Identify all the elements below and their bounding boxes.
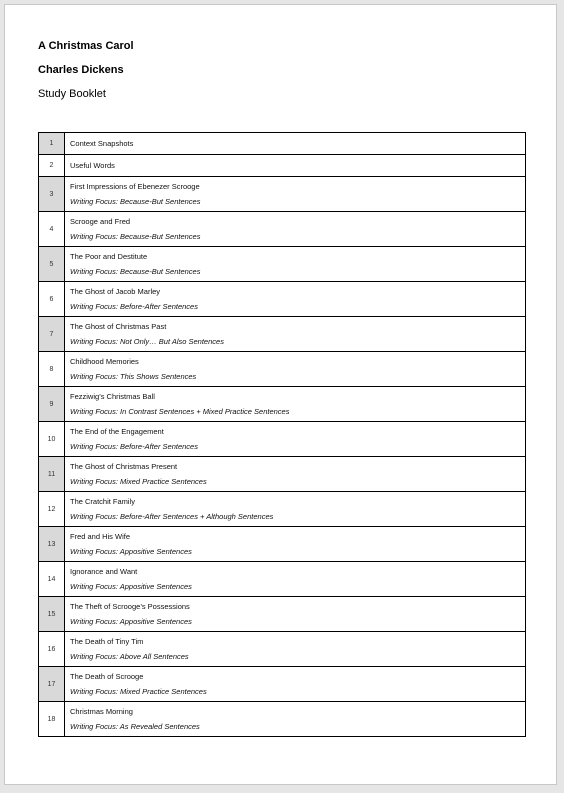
table-row (39, 457, 526, 492)
row-writing-focus: Writing Focus: Appositive Sentences (70, 582, 192, 591)
row-number: 10 (39, 422, 65, 457)
row-number: 18 (39, 702, 65, 737)
row-content (65, 133, 526, 155)
table-row (39, 562, 526, 597)
row-title: The Ghost of Christmas Present (70, 462, 178, 471)
table-row (39, 492, 526, 527)
table-row (39, 597, 526, 632)
row-number: 2 (39, 155, 65, 177)
row-title: Useful Words (70, 161, 115, 170)
row-number: 8 (39, 352, 65, 387)
row-content (65, 177, 526, 212)
row-content (65, 247, 526, 282)
row-title: Childhood Memories (70, 357, 139, 366)
contents-table (38, 132, 526, 737)
row-writing-focus: Writing Focus: Because-But Sentences (70, 232, 201, 241)
row-number: 13 (39, 527, 65, 562)
row-title: Fred and His Wife (70, 532, 131, 541)
row-title: The End of the Engagement (70, 427, 164, 436)
row-content (65, 632, 526, 667)
row-title: The Ghost of Christmas Past (70, 322, 167, 331)
table-row (39, 422, 526, 457)
row-number: 12 (39, 492, 65, 527)
row-writing-focus: Writing Focus: Appositive Sentences (70, 547, 192, 556)
row-content (65, 457, 526, 492)
row-number: 15 (39, 597, 65, 632)
row-number: 9 (39, 387, 65, 422)
row-content (65, 492, 526, 527)
row-number: 3 (39, 177, 65, 212)
table-row (39, 155, 526, 177)
row-content (65, 387, 526, 422)
row-writing-focus: Writing Focus: As Revealed Sentences (70, 722, 200, 731)
row-number: 17 (39, 667, 65, 702)
row-title: The Death of Scrooge (70, 672, 144, 681)
document-title: A Christmas Carol (38, 40, 134, 52)
row-content (65, 282, 526, 317)
table-row (39, 317, 526, 352)
row-title: First Impressions of Ebenezer Scrooge (70, 182, 200, 191)
row-number: 6 (39, 282, 65, 317)
row-title: The Poor and Destitute (70, 252, 148, 261)
row-content (65, 527, 526, 562)
row-content (65, 317, 526, 352)
document-author: Charles Dickens (38, 64, 124, 76)
row-title: The Theft of Scrooge’s Possessions (70, 602, 190, 611)
table-row (39, 387, 526, 422)
row-writing-focus: Writing Focus: Because-But Sentences (70, 197, 201, 206)
row-content (65, 352, 526, 387)
table-row (39, 352, 526, 387)
table-row (39, 247, 526, 282)
row-content (65, 212, 526, 247)
row-number: 7 (39, 317, 65, 352)
row-content (65, 155, 526, 177)
row-writing-focus: Writing Focus: Before-After Sentences (70, 442, 198, 451)
row-writing-focus: Writing Focus: In Contrast Sentences + Mixed Practice Sentences (70, 407, 290, 416)
row-writing-focus: Writing Focus: Because-But Sentences (70, 267, 201, 276)
row-writing-focus: Writing Focus: This Shows Sentences (70, 372, 197, 381)
table-row (39, 212, 526, 247)
document-subtitle: Study Booklet (38, 88, 106, 100)
row-content (65, 562, 526, 597)
row-title: The Cratchit Family (70, 497, 136, 506)
row-number: 5 (39, 247, 65, 282)
table-row (39, 667, 526, 702)
row-content (65, 597, 526, 632)
row-title: Fezziwig’s Christmas Ball (70, 392, 155, 401)
row-writing-focus: Writing Focus: Above All Sentences (70, 652, 189, 661)
row-title: Context Snapshots (70, 139, 134, 148)
table-row (39, 282, 526, 317)
row-number: 16 (39, 632, 65, 667)
document-page (4, 4, 557, 785)
row-title: The Death of Tiny Tim (70, 637, 144, 646)
table-row (39, 177, 526, 212)
row-content (65, 667, 526, 702)
row-writing-focus: Writing Focus: Before-After Sentences (70, 302, 198, 311)
row-title: Christmas Morning (70, 707, 133, 716)
row-title: Ignorance and Want (70, 567, 138, 576)
row-writing-focus: Writing Focus: Before-After Sentences + Although Sentences (70, 512, 274, 521)
row-content (65, 702, 526, 737)
row-number: 4 (39, 212, 65, 247)
row-number: 14 (39, 562, 65, 597)
row-number: 11 (39, 457, 65, 492)
row-writing-focus: Writing Focus: Appositive Sentences (70, 617, 192, 626)
table-row (39, 133, 526, 155)
row-number: 1 (39, 133, 65, 155)
table-row (39, 702, 526, 737)
row-writing-focus: Writing Focus: Not Only… But Also Sentences (70, 337, 224, 346)
row-title: The Ghost of Jacob Marley (70, 287, 161, 296)
row-writing-focus: Writing Focus: Mixed Practice Sentences (70, 477, 207, 486)
row-title: Scrooge and Fred (70, 217, 131, 226)
table-row (39, 527, 526, 562)
row-content (65, 422, 526, 457)
table-row (39, 632, 526, 667)
row-writing-focus: Writing Focus: Mixed Practice Sentences (70, 687, 207, 696)
